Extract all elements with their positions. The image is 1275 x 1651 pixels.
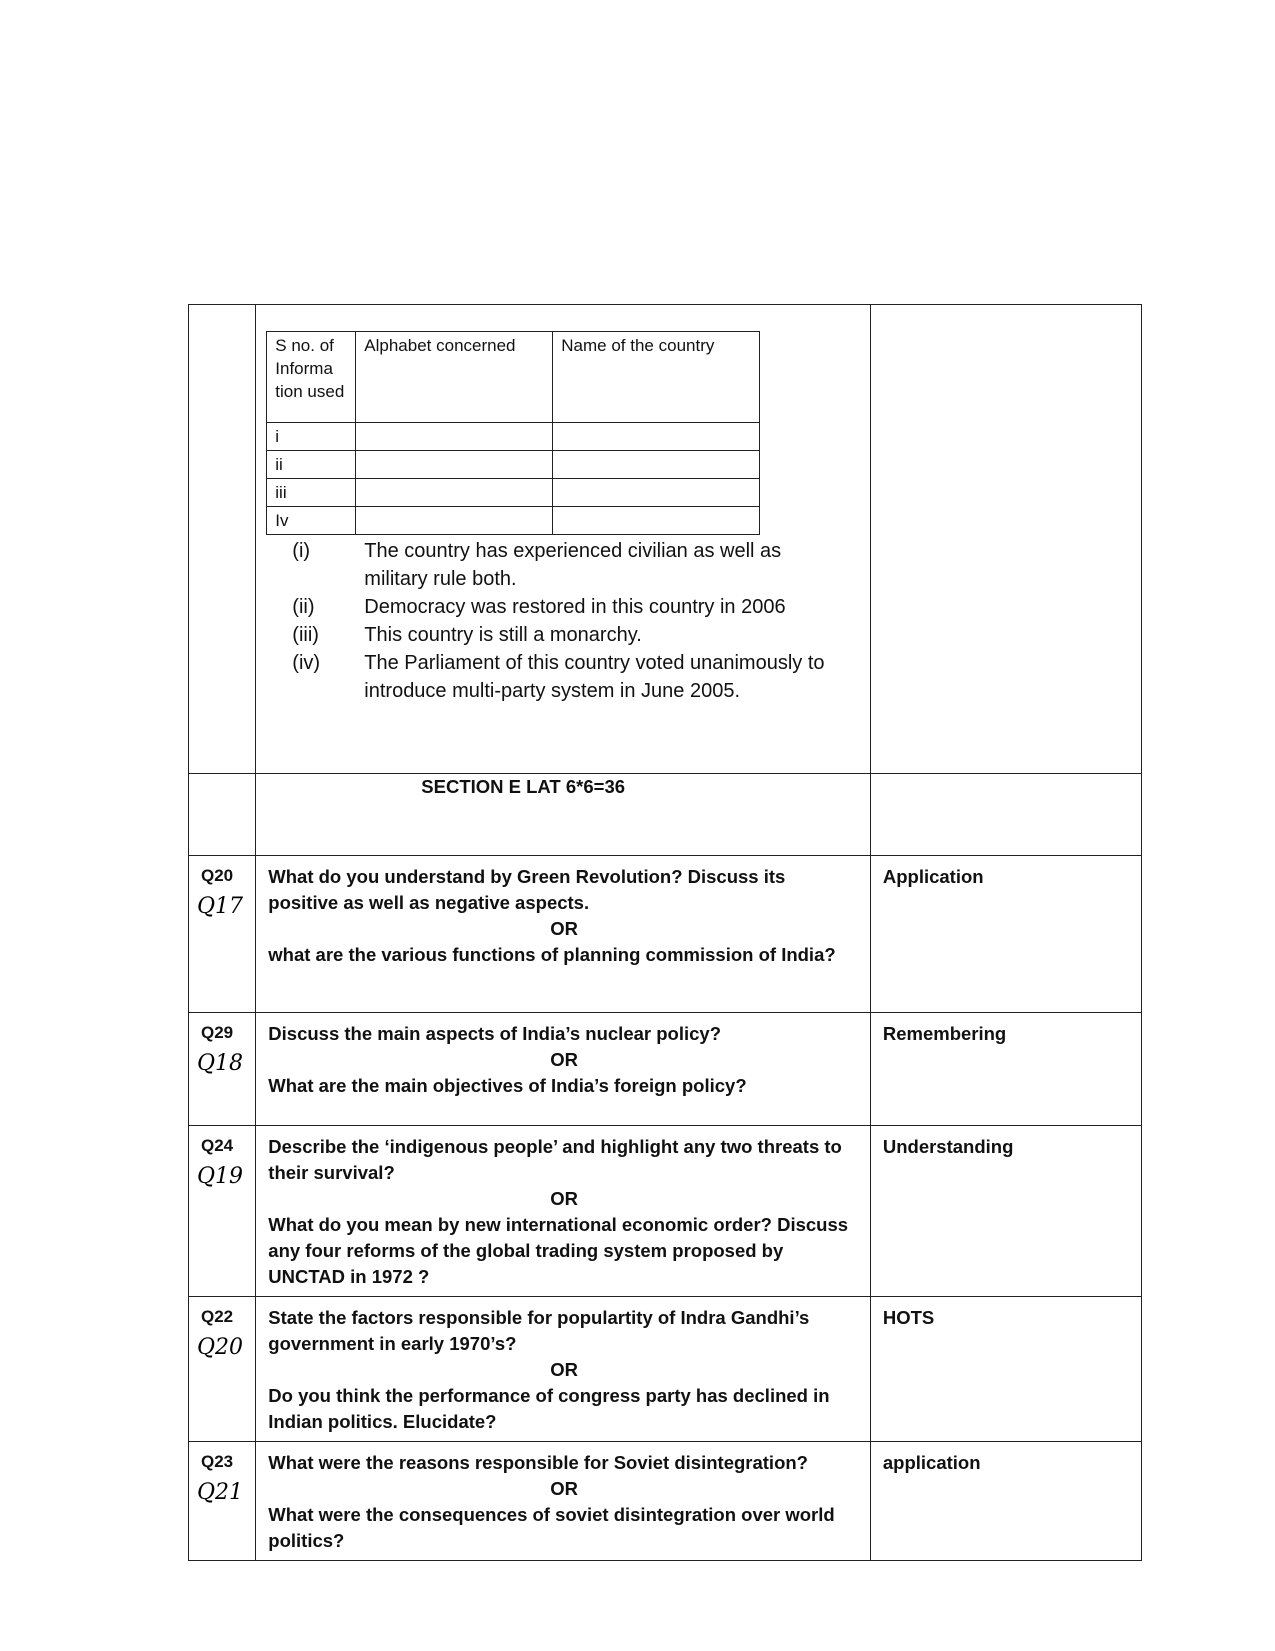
question-number — [189, 1297, 255, 1360]
printed-number: Q29 — [201, 1023, 234, 1042]
question-text — [256, 856, 870, 974]
alphabet-cell — [356, 451, 553, 479]
level-cell-empty — [870, 774, 1141, 856]
question-text — [256, 1297, 870, 1441]
question-number — [189, 1126, 255, 1189]
question-part2: What were the consequences of soviet disintegration over world politics? — [268, 1504, 835, 1551]
info-table-header — [267, 332, 760, 423]
header-sno: S no. of Informa tion used — [267, 332, 356, 423]
list-item — [292, 621, 870, 649]
cognitive-level: HOTS — [882, 1307, 935, 1328]
level-cell-empty — [870, 305, 1141, 774]
or-label: OR — [550, 1188, 578, 1209]
question-text — [256, 1013, 870, 1105]
printed-number: Q24 — [201, 1136, 234, 1155]
list-item — [292, 649, 870, 705]
question-row — [189, 1126, 1142, 1297]
item-text: The Parliament of this country voted unanimously to introduce multi-party system in June 2005. — [364, 652, 825, 702]
list-item — [292, 537, 870, 593]
country-cell — [553, 451, 760, 479]
cognitive-level: Understanding — [882, 1136, 1014, 1157]
question-row — [189, 1442, 1142, 1561]
handwritten-number: Q21 — [197, 1480, 244, 1505]
question-row — [189, 1013, 1142, 1126]
question-number — [189, 1013, 255, 1076]
question-number — [189, 856, 255, 919]
question-text — [256, 1126, 870, 1296]
cognitive-level: Application — [882, 866, 984, 887]
question-part1: What do you understand by Green Revolution? Discuss its positive as well as negative aspects. — [268, 866, 786, 913]
question-row — [189, 1297, 1142, 1442]
info-row — [189, 305, 1142, 774]
info-table — [266, 331, 760, 535]
item-text: This country is still a monarchy. — [364, 624, 642, 646]
item-text: The country has experienced civilian as well as military rule both. — [364, 540, 782, 590]
question-part2: what are the various functions of planning commission of India? — [268, 944, 836, 965]
country-cell — [553, 479, 760, 507]
section-heading: SECTION E LAT 6*6=36 — [421, 776, 626, 797]
or-label: OR — [550, 1359, 578, 1380]
question-part1: Describe the ‘indigenous people’ and highlight any two threats to their survival? — [268, 1136, 842, 1183]
or-label: OR — [550, 1049, 578, 1070]
qnum-cell-empty — [189, 305, 256, 774]
table-row — [267, 507, 760, 535]
country-cell — [553, 423, 760, 451]
or-label: OR — [550, 1478, 578, 1499]
section-cell — [256, 774, 871, 856]
question-part1: State the factors responsible for populartity of Indra Gandhi’s government in early 1970’s? — [268, 1307, 810, 1354]
header-country: Name of the country — [553, 332, 760, 423]
table-row — [267, 451, 760, 479]
item-num: (ii) — [292, 596, 315, 618]
row-label: iii — [267, 479, 356, 507]
question-part1: What were the reasons responsible for Soviet disintegration? — [268, 1452, 808, 1473]
question-text — [256, 1442, 870, 1560]
header-alphabet: Alphabet concerned — [356, 332, 553, 423]
qnum-cell-empty — [189, 774, 256, 856]
question-number — [189, 1442, 255, 1505]
info-statements — [292, 537, 870, 705]
handwritten-number: Q17 — [197, 894, 244, 919]
question-table — [188, 304, 1142, 1561]
question-part2: What do you mean by new international economic order? Discuss any four reforms of the global trading system proposed by UNCTAD in 1972 ? — [268, 1214, 849, 1287]
row-label: ii — [267, 451, 356, 479]
alphabet-cell — [356, 479, 553, 507]
table-row — [267, 479, 760, 507]
cognitive-level: Remembering — [882, 1023, 1007, 1044]
question-row — [189, 856, 1142, 1013]
cognitive-level: application — [882, 1452, 981, 1473]
item-num: (iii) — [292, 624, 319, 646]
printed-number: Q22 — [201, 1307, 234, 1326]
item-num: (iv) — [292, 652, 321, 674]
item-text: Democracy was restored in this country in 2006 — [364, 596, 786, 618]
country-cell — [553, 507, 760, 535]
handwritten-number: Q19 — [197, 1164, 244, 1189]
table-row — [267, 423, 760, 451]
row-label: i — [267, 423, 356, 451]
printed-number: Q23 — [201, 1452, 234, 1471]
question-part2: Do you think the performance of congress party has declined in Indian politics. Elucidate? — [268, 1385, 830, 1432]
printed-number: Q20 — [201, 866, 234, 885]
question-part2: What are the main objectives of India’s foreign policy? — [268, 1075, 747, 1096]
section-row — [189, 774, 1142, 856]
row-label: Iv — [267, 507, 356, 535]
handwritten-number: Q18 — [197, 1051, 244, 1076]
question-part1: Discuss the main aspects of India’s nuclear policy? — [268, 1023, 721, 1044]
handwritten-number: Q20 — [197, 1335, 244, 1360]
alphabet-cell — [356, 507, 553, 535]
info-cell — [256, 305, 871, 774]
or-label: OR — [550, 918, 578, 939]
item-num: (i) — [292, 540, 311, 562]
list-item — [292, 593, 870, 621]
alphabet-cell — [356, 423, 553, 451]
